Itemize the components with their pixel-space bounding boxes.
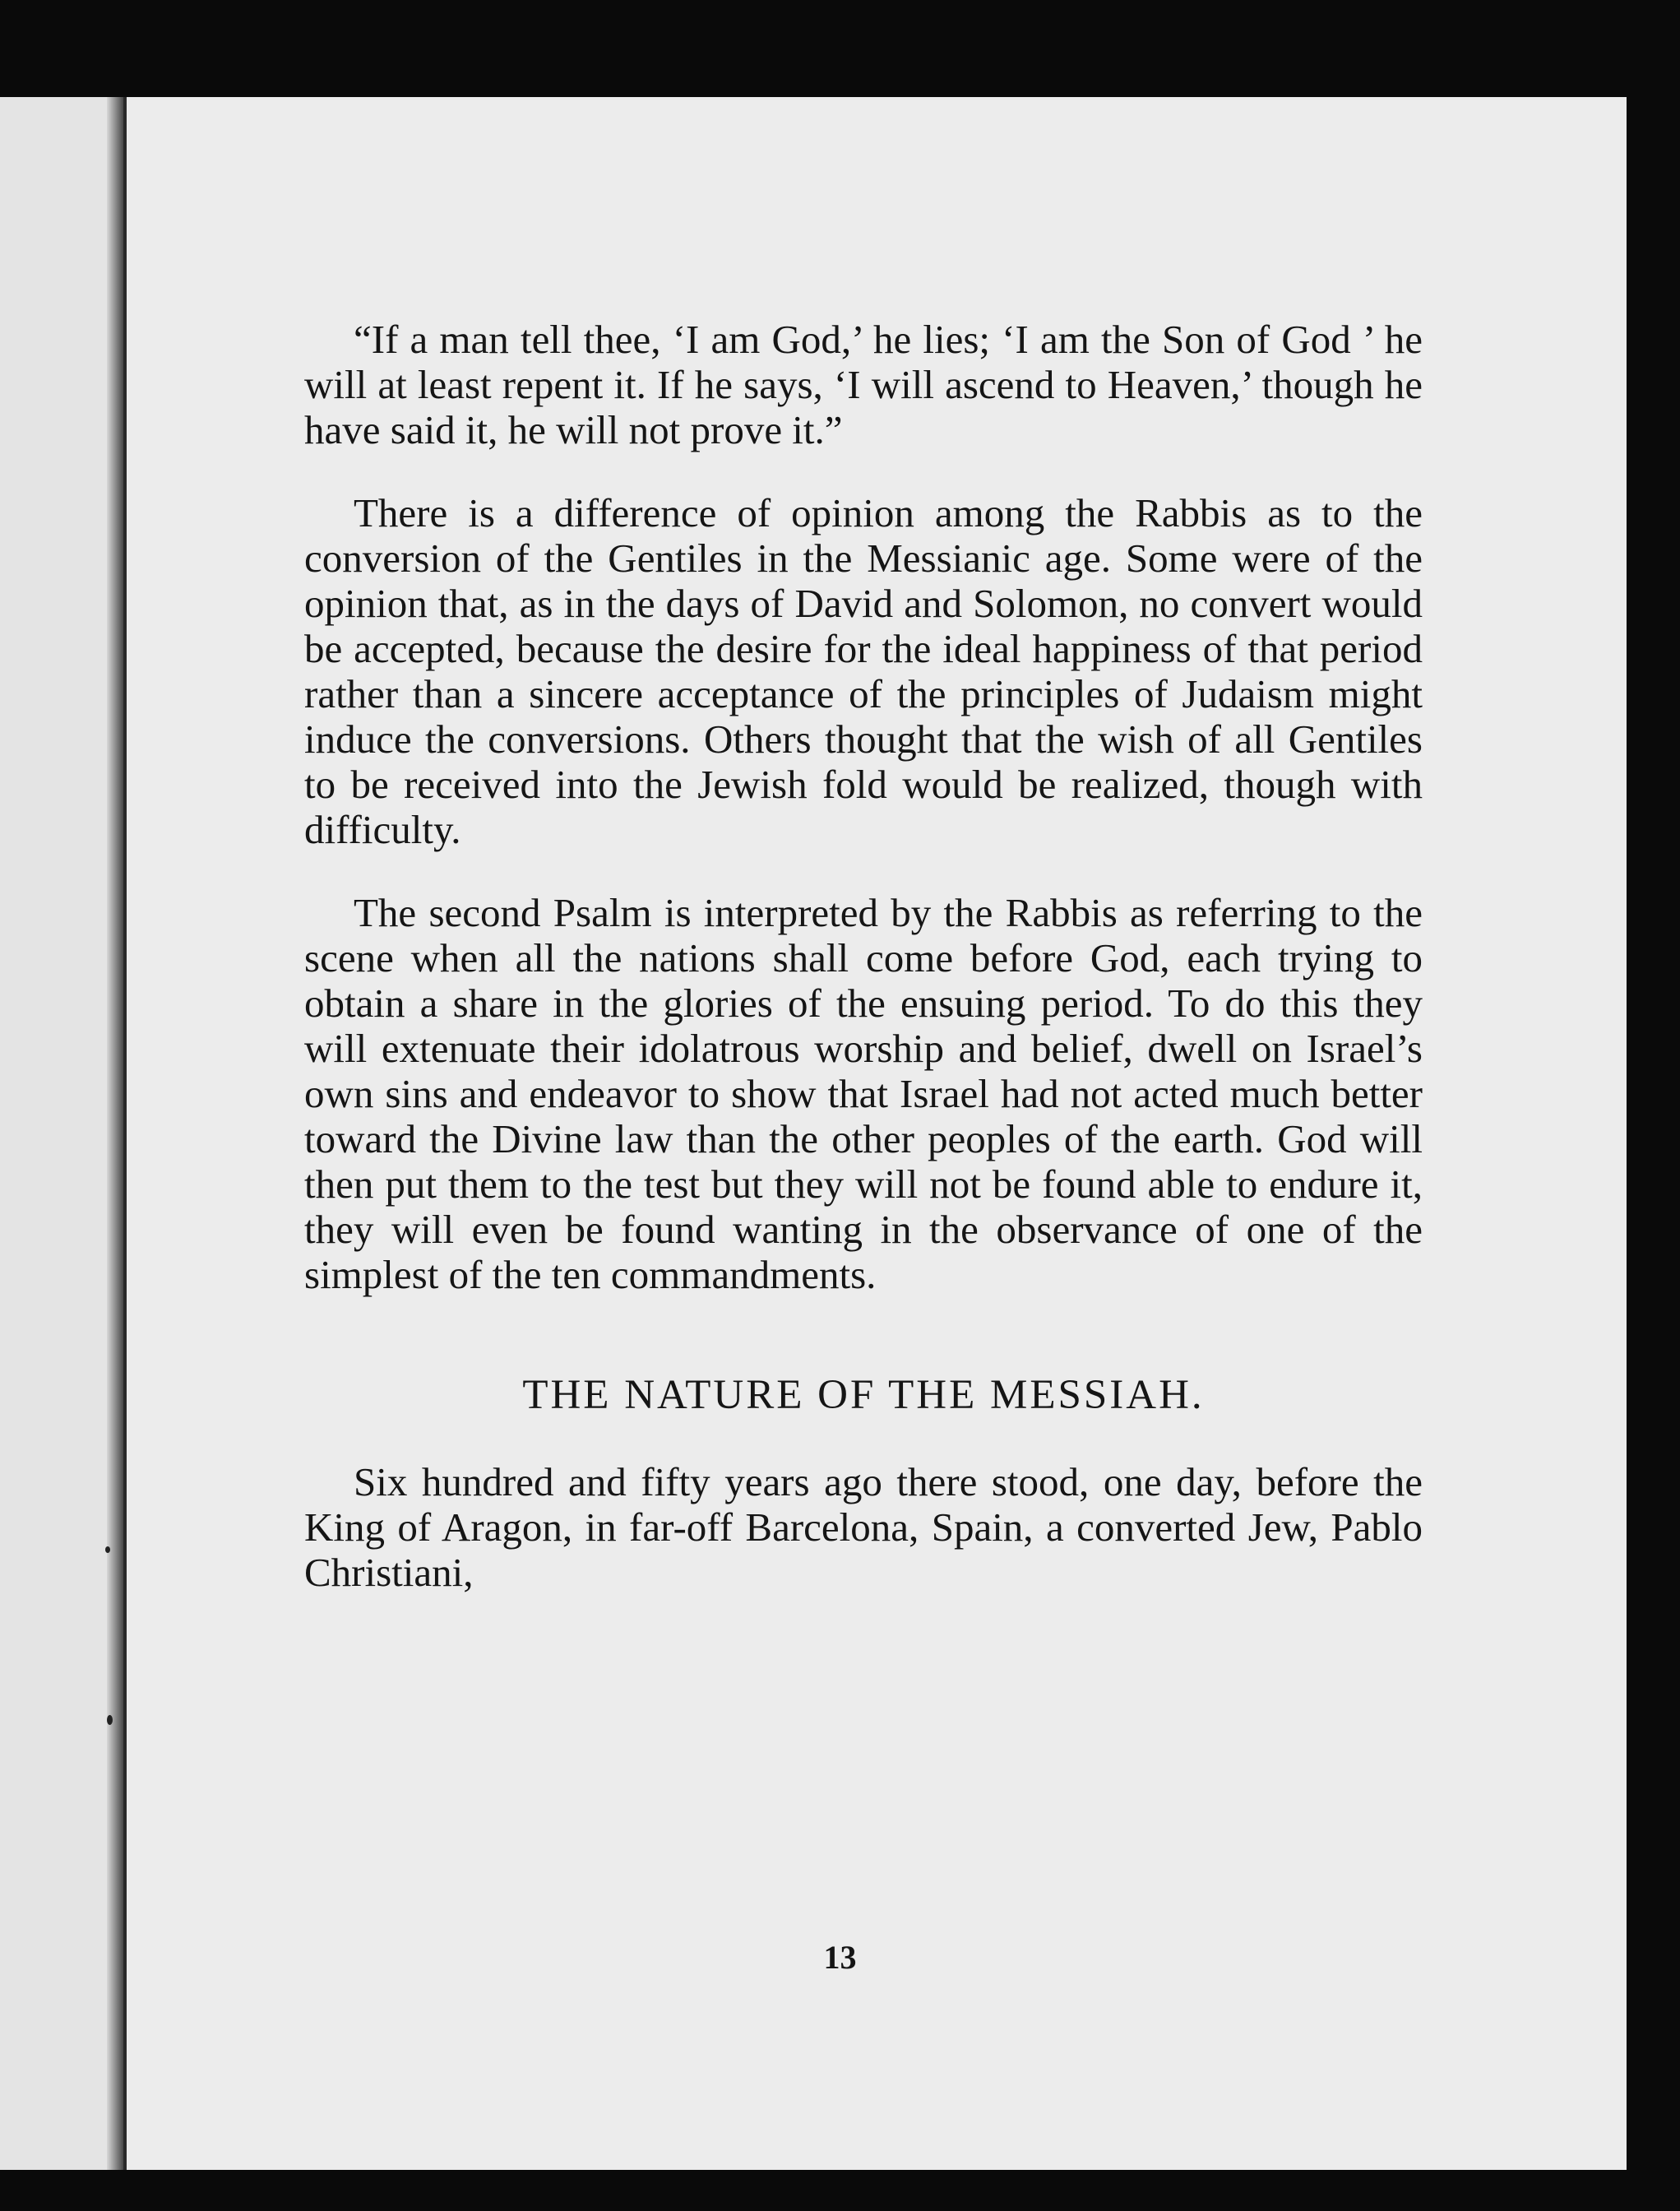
paragraph-gentiles: There is a difference of opinion among the Rabbis as to the conversion of the Gentiles in the Messianic age. Some were of the opinion that, as in the days of David and Solomon, no convert would be accepted, because the desire for the ideal happiness of that period rather than a sincere acceptance of the principles of Judaism might induce the conversions. Others thought that the wish of all Gentiles to be received into the Jewish fold would be realized, though with difficulty. <box>304 490 1423 852</box>
scan-speck <box>107 1715 113 1725</box>
page-text <box>304 317 1423 1633</box>
paragraph-second-psalm: The second Psalm is interpreted by the Rabbis as referring to the scene when all the nations shall come before God, each trying to obtain a share in the glories of the ensuing period. To do this they will extenuate their idolatrous worship and belief, dwell on Israel’s own sins and endeavor to show that Israel had not acted much better toward the Divine law than the other peoples of the earth. God will then put them to the test but they will not be found able to endure it, they will even be found wanting in the observance of one of the simplest of the ten commandments. <box>304 890 1423 1297</box>
paragraph-quote: “If a man tell thee, ‘I am God,’ he lies; ‘I am the Son of God ’ he will at least repent it. If he says, ‘I will ascend to Heaven,’ though he have said it, he will not prove it.” <box>304 317 1423 452</box>
facing-page-gutter <box>0 97 123 2170</box>
page-number: 13 <box>823 1939 857 1976</box>
binding-shadow <box>107 97 125 2170</box>
page-edge <box>1627 97 1680 2170</box>
scan-speck <box>105 1546 110 1553</box>
section-heading: THE NATURE OF THE MESSIAH. <box>522 1372 1205 1418</box>
paragraph-barcelona: Six hundred and fifty years ago there stood, one day, before the King of Aragon, in far-off Barcelona, Spain, a converted Jew, Pablo Christiani, <box>304 1459 1423 1595</box>
